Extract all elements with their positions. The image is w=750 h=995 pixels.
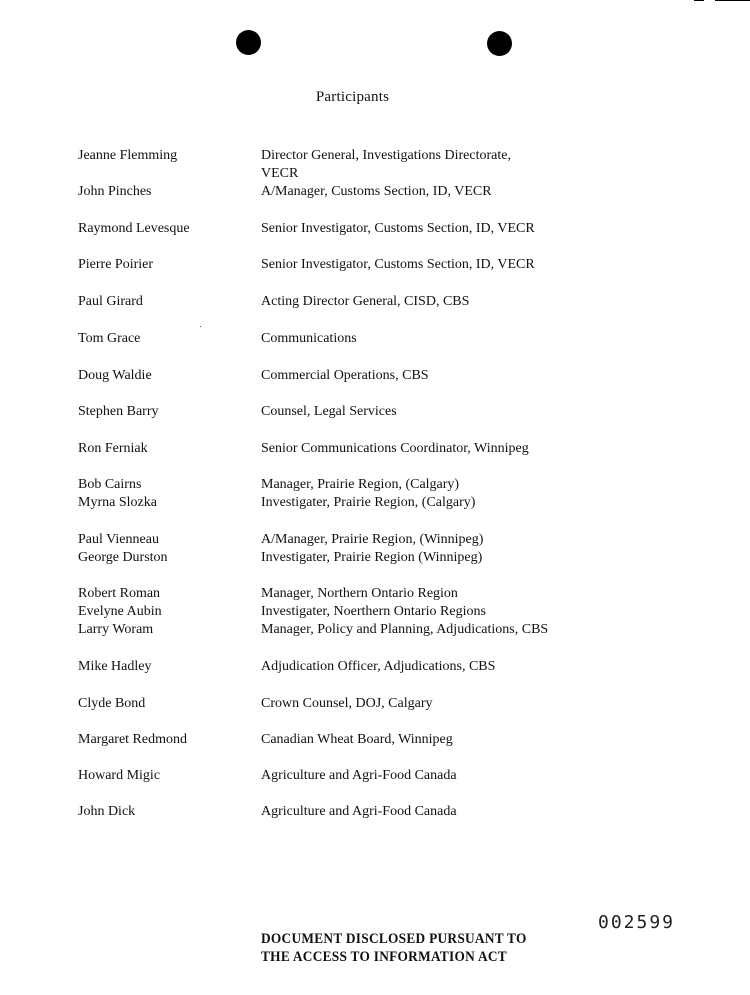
- participant-name: Myrna Slozka: [78, 495, 157, 510]
- participant-role: A/Manager, Customs Section, ID, VECR: [261, 184, 492, 199]
- disclosure-stamp-line: DOCUMENT DISCLOSED PURSUANT TO: [261, 931, 527, 947]
- participant-role: Commercial Operations, CBS: [261, 368, 429, 383]
- participant-role: Acting Director General, CISD, CBS: [261, 294, 470, 309]
- participant-name: Stephen Barry: [78, 404, 159, 419]
- participant-name: Clyde Bond: [78, 696, 146, 711]
- participant-role: Director General, Investigations Directorate,: [261, 148, 511, 163]
- participant-name: Raymond Levesque: [78, 221, 190, 236]
- participant-role: Senior Investigator, Customs Section, ID, VECR: [261, 221, 535, 236]
- participant-name: Howard Migic: [78, 768, 161, 783]
- participant-name: Bob Cairns: [78, 477, 142, 492]
- participant-role: Senior Investigator, Customs Section, ID, VECR: [261, 257, 535, 272]
- participant-role: Investigater, Noerthern Ontario Regions: [261, 604, 486, 619]
- participant-name: Robert Roman: [78, 586, 161, 601]
- punch-hole: [236, 30, 261, 55]
- participant-name: Larry Woram: [78, 622, 154, 637]
- participant-name: George Durston: [78, 550, 168, 565]
- participant-role: Agriculture and Agri-Food Canada: [261, 768, 457, 783]
- disclosure-stamp-line: THE ACCESS TO INFORMATION ACT: [261, 949, 507, 965]
- participant-role: Investigater, Prairie Region, (Calgary): [261, 495, 476, 510]
- participant-name: Evelyne Aubin: [78, 604, 162, 619]
- participant-name: Tom Grace: [78, 331, 141, 346]
- participant-role: Adjudication Officer, Adjudications, CBS: [261, 659, 496, 674]
- scan-mark: [694, 0, 704, 1]
- scan-mark: [715, 0, 750, 1]
- participant-name: Paul Vienneau: [78, 532, 159, 547]
- participant-role: Investigater, Prairie Region (Winnipeg): [261, 550, 483, 565]
- participant-role: Manager, Northern Ontario Region: [261, 586, 458, 601]
- participant-role: Canadian Wheat Board, Winnipeg: [261, 732, 453, 747]
- page-number: 002599: [598, 912, 676, 933]
- participant-name: John Dick: [78, 804, 136, 819]
- participant-name: Margaret Redmond: [78, 732, 187, 747]
- page-title: Participants: [315, 89, 390, 105]
- disclosure-stamp: [261, 930, 527, 966]
- participant-role: Counsel, Legal Services: [261, 404, 397, 419]
- participant-name: John Pinches: [78, 184, 152, 199]
- punch-hole: [487, 31, 512, 56]
- participant-role: A/Manager, Prairie Region, (Winnipeg): [261, 532, 484, 547]
- participant-name: Mike Hadley: [78, 659, 152, 674]
- participant-role: Manager, Prairie Region, (Calgary): [261, 477, 460, 492]
- participant-role: Agriculture and Agri-Food Canada: [261, 804, 457, 819]
- participant-name: Pierre Poirier: [78, 257, 154, 272]
- participant-name: Doug Waldie: [78, 368, 152, 383]
- participant-role: Communications: [261, 331, 357, 346]
- participant-role: Manager, Policy and Planning, Adjudications, CBS: [261, 622, 549, 637]
- participant-name: Ron Ferniak: [78, 441, 148, 456]
- participant-name: Paul Girard: [78, 294, 143, 309]
- participant-role: Crown Counsel, DOJ, Calgary: [261, 696, 433, 711]
- participant-role: VECR: [261, 166, 299, 181]
- participant-role: Senior Communications Coordinator, Winnipeg: [261, 441, 529, 456]
- participant-name: Jeanne Flemming: [78, 148, 178, 163]
- scan-speck: [200, 326, 201, 327]
